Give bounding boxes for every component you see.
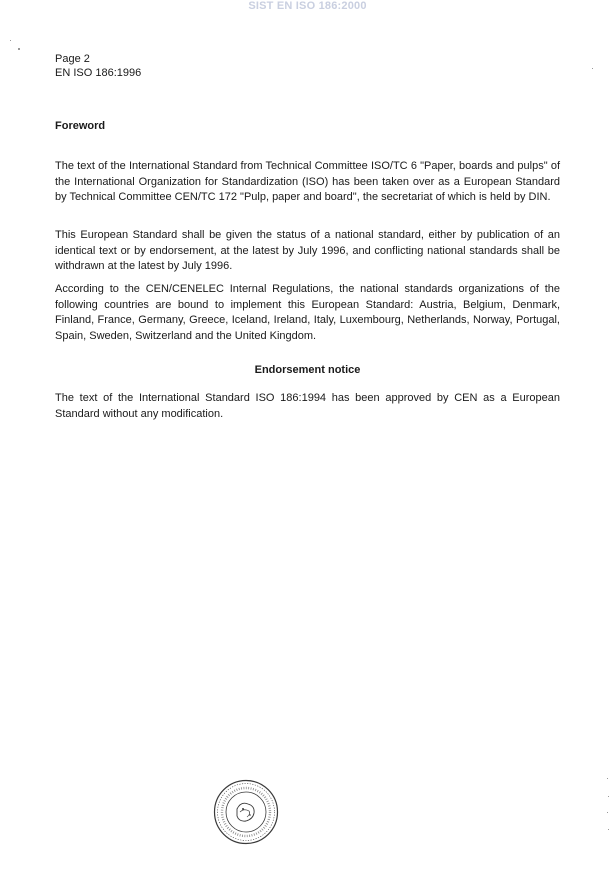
watermark: SIST EN ISO 186:2000 bbox=[248, 0, 367, 12]
endorsement-paragraph: The text of the International Standard ISO 186:1994 has been approved by CEN as a European Standard without any modification. bbox=[55, 392, 560, 420]
page-header bbox=[55, 52, 141, 80]
page-number: Page 2 bbox=[55, 53, 90, 65]
scan-speck bbox=[592, 68, 593, 69]
endorsement-title: Endorsement notice bbox=[254, 364, 361, 376]
foreword-paragraph: The text of the International Standard from Technical Committee ISO/TC 6 "Paper, boards and pulps" of the International Organization for Standardization (ISO) has been taken over as a European Standard by Technical Committee CEN/TC 172 "Pulp, paper and board", the secretariat of which is held by DIN. bbox=[55, 160, 560, 203]
scan-speck bbox=[10, 40, 11, 41]
scan-speck bbox=[607, 812, 608, 813]
foreword-paragraph: This European Standard shall be given the status of a national standard, either by publication of an identical text or by endorsement, at the latest by July 1996, and conflicting national standards shall be withdrawn at the latest by July 1996. bbox=[55, 229, 560, 272]
foreword-title: Foreword bbox=[55, 120, 106, 132]
scan-speck bbox=[607, 778, 608, 779]
scan-speck bbox=[608, 829, 609, 830]
document-reference: EN ISO 186:1996 bbox=[55, 67, 142, 79]
scan-speck bbox=[608, 796, 609, 797]
scan-speck bbox=[18, 48, 20, 50]
foreword-paragraph: According to the CEN/CENELEC Internal Regulations, the national standards organizations of the following countries are bound to implement this European Standard: Austria, Belgium, Denmark, Finland, France, Germany, Greece, Iceland, Ireland, Italy, Luxembourg, Netherlands, Norway, Portugal, Spain, Sweden, Switzerland and the United Kingdom. bbox=[55, 283, 560, 342]
official-seal-icon bbox=[213, 779, 279, 845]
